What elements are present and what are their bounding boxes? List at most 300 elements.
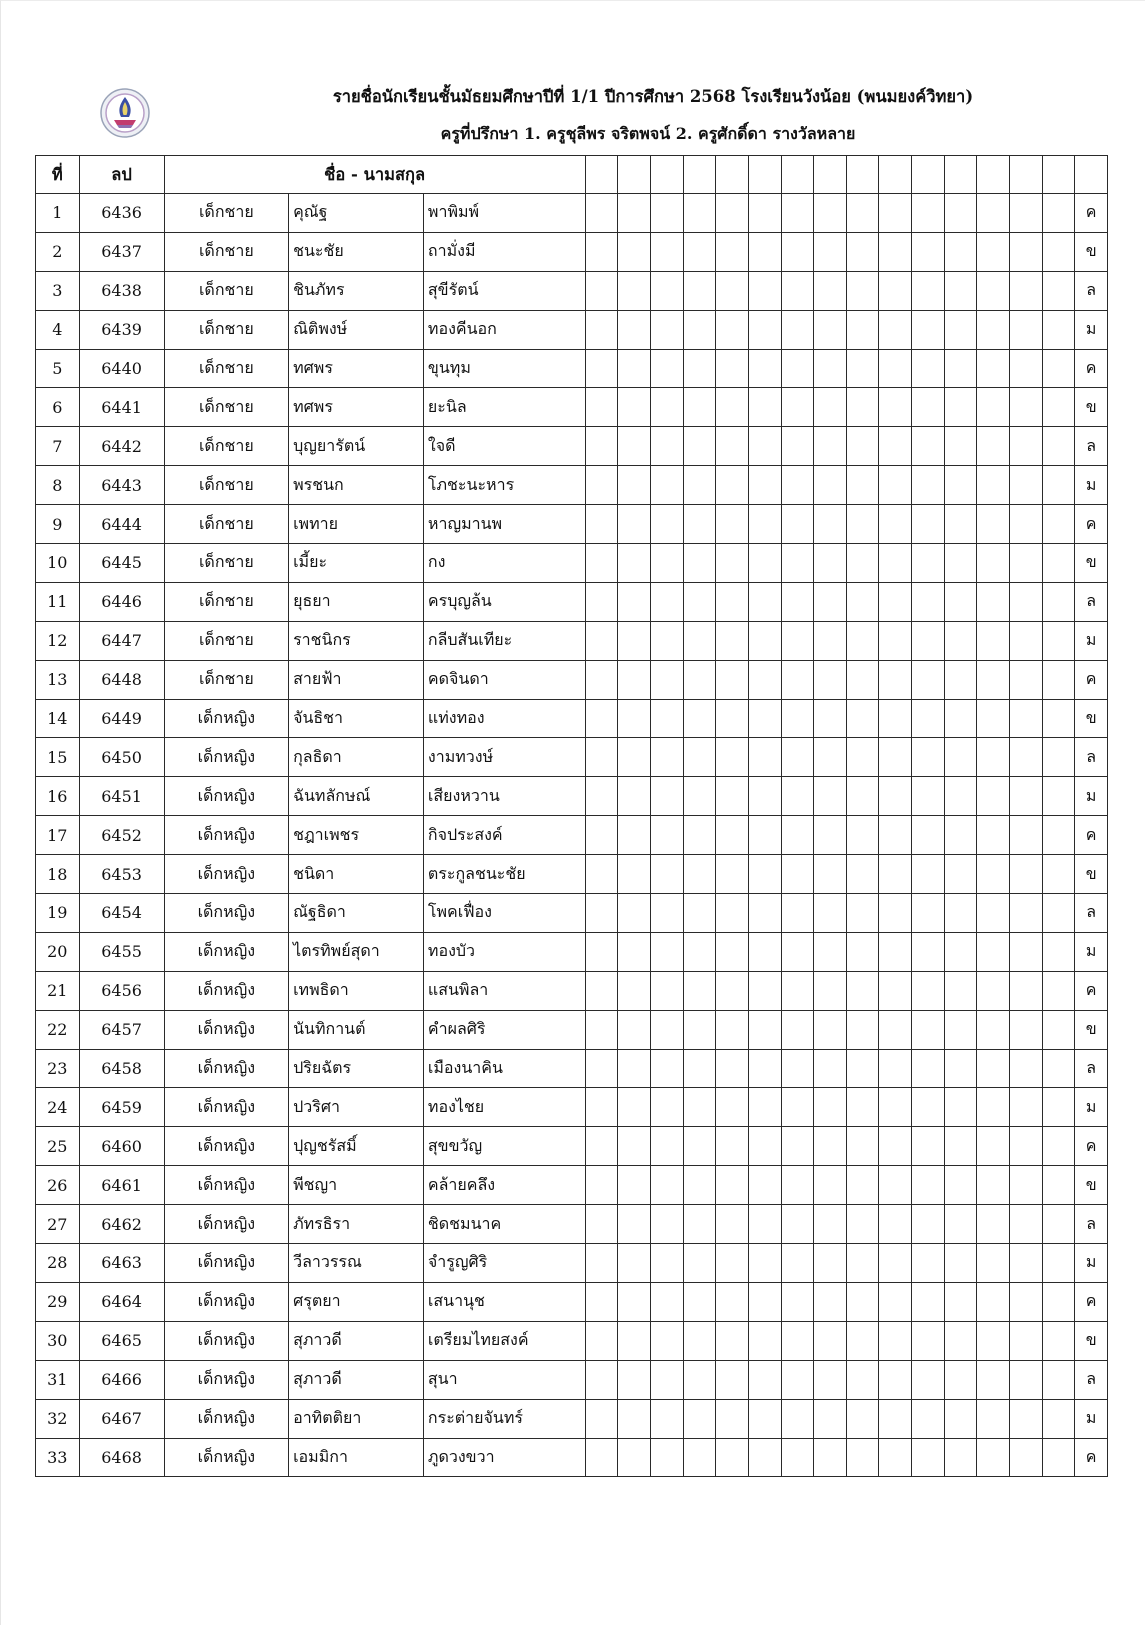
table-row bbox=[36, 310, 1108, 349]
house-mark: ม bbox=[1075, 621, 1108, 660]
empty-cell bbox=[748, 1205, 781, 1244]
empty-cell bbox=[814, 816, 847, 855]
student-id: 6450 bbox=[79, 738, 164, 777]
last-name: สุขีรัตน์ bbox=[423, 271, 585, 310]
house-mark: ข bbox=[1075, 1010, 1108, 1049]
empty-cell bbox=[683, 1088, 716, 1127]
empty-cell bbox=[977, 855, 1010, 894]
last-name: พาพิมพ์ bbox=[423, 194, 585, 233]
empty-cell bbox=[618, 1049, 651, 1088]
empty-cell bbox=[912, 349, 945, 388]
empty-cell bbox=[748, 505, 781, 544]
empty-cell bbox=[1042, 894, 1075, 933]
empty-cell bbox=[748, 1127, 781, 1166]
empty-cell bbox=[618, 777, 651, 816]
empty-cell bbox=[1042, 582, 1075, 621]
empty-cell bbox=[748, 544, 781, 583]
header-empty bbox=[748, 156, 781, 194]
empty-cell bbox=[748, 816, 781, 855]
empty-cell bbox=[879, 971, 912, 1010]
name-prefix: เด็กหญิง bbox=[164, 1088, 288, 1127]
student-id: 6441 bbox=[79, 388, 164, 427]
table-row bbox=[36, 1166, 1108, 1205]
empty-cell bbox=[977, 621, 1010, 660]
header-empty bbox=[814, 156, 847, 194]
empty-cell bbox=[846, 505, 879, 544]
empty-cell bbox=[1010, 1438, 1043, 1477]
empty-cell bbox=[716, 232, 749, 271]
last-name: กง bbox=[423, 544, 585, 583]
empty-cell bbox=[912, 1088, 945, 1127]
first-name: สุภาวดี bbox=[289, 1360, 424, 1399]
table-row bbox=[36, 544, 1108, 583]
empty-cell bbox=[650, 271, 683, 310]
empty-cell bbox=[781, 1321, 814, 1360]
table-row bbox=[36, 1088, 1108, 1127]
house-mark: ล bbox=[1075, 1049, 1108, 1088]
empty-cell bbox=[585, 427, 618, 466]
empty-cell bbox=[781, 1360, 814, 1399]
empty-cell bbox=[650, 582, 683, 621]
empty-cell bbox=[683, 1438, 716, 1477]
empty-cell bbox=[977, 777, 1010, 816]
empty-cell bbox=[716, 194, 749, 233]
empty-cell bbox=[977, 544, 1010, 583]
student-id: 6468 bbox=[79, 1438, 164, 1477]
empty-cell bbox=[912, 699, 945, 738]
empty-cell bbox=[912, 1010, 945, 1049]
empty-cell bbox=[814, 932, 847, 971]
empty-cell bbox=[1042, 271, 1075, 310]
empty-cell bbox=[716, 1166, 749, 1205]
empty-cell bbox=[618, 349, 651, 388]
empty-cell bbox=[814, 310, 847, 349]
empty-cell bbox=[618, 505, 651, 544]
empty-cell bbox=[781, 816, 814, 855]
empty-cell bbox=[618, 427, 651, 466]
first-name: สายฟ้า bbox=[289, 660, 424, 699]
student-id: 6442 bbox=[79, 427, 164, 466]
empty-cell bbox=[846, 1010, 879, 1049]
first-name: นันทิกานต์ bbox=[289, 1010, 424, 1049]
empty-cell bbox=[814, 971, 847, 1010]
empty-cell bbox=[683, 232, 716, 271]
empty-cell bbox=[814, 660, 847, 699]
row-number: 30 bbox=[36, 1321, 80, 1360]
first-name: ฉันทลักษณ์ bbox=[289, 777, 424, 816]
table-row bbox=[36, 1010, 1108, 1049]
empty-cell bbox=[879, 699, 912, 738]
last-name: โภชะนะหาร bbox=[423, 466, 585, 505]
empty-cell bbox=[683, 1399, 716, 1438]
empty-cell bbox=[618, 660, 651, 699]
empty-cell bbox=[683, 271, 716, 310]
empty-cell bbox=[1010, 855, 1043, 894]
empty-cell bbox=[944, 971, 977, 1010]
first-name: ทศพร bbox=[289, 388, 424, 427]
header-empty bbox=[650, 156, 683, 194]
student-id: 6464 bbox=[79, 1282, 164, 1321]
empty-cell bbox=[716, 699, 749, 738]
empty-cell bbox=[683, 427, 716, 466]
student-id: 6445 bbox=[79, 544, 164, 583]
row-number: 29 bbox=[36, 1282, 80, 1321]
house-mark: ม bbox=[1075, 932, 1108, 971]
empty-cell bbox=[650, 349, 683, 388]
last-name: ครบุญล้น bbox=[423, 582, 585, 621]
empty-cell bbox=[585, 1205, 618, 1244]
student-id: 6461 bbox=[79, 1166, 164, 1205]
empty-cell bbox=[781, 544, 814, 583]
student-id: 6448 bbox=[79, 660, 164, 699]
last-name: คำผลศิริ bbox=[423, 1010, 585, 1049]
empty-cell bbox=[683, 1244, 716, 1283]
empty-cell bbox=[1042, 971, 1075, 1010]
empty-cell bbox=[618, 699, 651, 738]
header-empty bbox=[1010, 156, 1043, 194]
first-name: เพทาย bbox=[289, 505, 424, 544]
empty-cell bbox=[846, 466, 879, 505]
empty-cell bbox=[585, 1244, 618, 1283]
empty-cell bbox=[585, 1438, 618, 1477]
empty-cell bbox=[618, 1010, 651, 1049]
empty-cell bbox=[879, 310, 912, 349]
empty-cell bbox=[846, 544, 879, 583]
empty-cell bbox=[814, 738, 847, 777]
empty-cell bbox=[977, 894, 1010, 933]
first-name: ปุญชรัสมิ์ bbox=[289, 1127, 424, 1166]
empty-cell bbox=[683, 777, 716, 816]
empty-cell bbox=[716, 1360, 749, 1399]
empty-cell bbox=[846, 194, 879, 233]
empty-cell bbox=[618, 621, 651, 660]
empty-cell bbox=[814, 194, 847, 233]
empty-cell bbox=[912, 544, 945, 583]
empty-cell bbox=[618, 1205, 651, 1244]
empty-cell bbox=[716, 777, 749, 816]
empty-cell bbox=[1042, 1088, 1075, 1127]
empty-cell bbox=[912, 932, 945, 971]
empty-cell bbox=[1042, 1438, 1075, 1477]
empty-cell bbox=[879, 1049, 912, 1088]
empty-cell bbox=[650, 427, 683, 466]
empty-cell bbox=[846, 1088, 879, 1127]
empty-cell bbox=[879, 1205, 912, 1244]
empty-cell bbox=[977, 1321, 1010, 1360]
empty-cell bbox=[912, 1282, 945, 1321]
empty-cell bbox=[846, 427, 879, 466]
student-id: 6455 bbox=[79, 932, 164, 971]
empty-cell bbox=[879, 466, 912, 505]
empty-cell bbox=[912, 1438, 945, 1477]
empty-cell bbox=[618, 932, 651, 971]
empty-cell bbox=[912, 1127, 945, 1166]
empty-cell bbox=[912, 466, 945, 505]
row-number: 32 bbox=[36, 1399, 80, 1438]
empty-cell bbox=[814, 621, 847, 660]
empty-cell bbox=[879, 660, 912, 699]
first-name: ชฎาเพชร bbox=[289, 816, 424, 855]
empty-cell bbox=[1042, 232, 1075, 271]
row-number: 22 bbox=[36, 1010, 80, 1049]
last-name: ใจดี bbox=[423, 427, 585, 466]
empty-cell bbox=[650, 1127, 683, 1166]
empty-cell bbox=[650, 932, 683, 971]
empty-cell bbox=[879, 894, 912, 933]
house-mark: ข bbox=[1075, 388, 1108, 427]
empty-cell bbox=[912, 505, 945, 544]
empty-cell bbox=[585, 1088, 618, 1127]
empty-cell bbox=[912, 621, 945, 660]
student-id: 6467 bbox=[79, 1399, 164, 1438]
empty-cell bbox=[814, 427, 847, 466]
empty-cell bbox=[1010, 1244, 1043, 1283]
empty-cell bbox=[748, 194, 781, 233]
empty-cell bbox=[781, 1010, 814, 1049]
empty-cell bbox=[716, 466, 749, 505]
empty-cell bbox=[1042, 544, 1075, 583]
house-mark: ข bbox=[1075, 232, 1108, 271]
empty-cell bbox=[944, 194, 977, 233]
empty-cell bbox=[585, 544, 618, 583]
empty-cell bbox=[977, 1088, 1010, 1127]
header-empty bbox=[618, 156, 651, 194]
row-number: 2 bbox=[36, 232, 80, 271]
name-prefix: เด็กชาย bbox=[164, 544, 288, 583]
empty-cell bbox=[944, 466, 977, 505]
house-mark: ล bbox=[1075, 1360, 1108, 1399]
empty-cell bbox=[814, 505, 847, 544]
empty-cell bbox=[618, 1166, 651, 1205]
empty-cell bbox=[650, 1010, 683, 1049]
empty-cell bbox=[1010, 349, 1043, 388]
empty-cell bbox=[814, 1360, 847, 1399]
empty-cell bbox=[944, 738, 977, 777]
empty-cell bbox=[781, 388, 814, 427]
empty-cell bbox=[944, 232, 977, 271]
empty-cell bbox=[748, 660, 781, 699]
empty-cell bbox=[618, 971, 651, 1010]
empty-cell bbox=[585, 505, 618, 544]
table-row bbox=[36, 1321, 1108, 1360]
empty-cell bbox=[912, 1205, 945, 1244]
empty-cell bbox=[912, 582, 945, 621]
first-name: ณัฐธิดา bbox=[289, 894, 424, 933]
empty-cell bbox=[1042, 505, 1075, 544]
house-mark: ล bbox=[1075, 427, 1108, 466]
empty-cell bbox=[650, 660, 683, 699]
empty-cell bbox=[683, 1360, 716, 1399]
advisor-line: ครูที่ปรึกษา 1. ครูชุลีพร จริตพจน์ 2. ครูศักดิ์ดา รางวัลหลาย bbox=[440, 124, 856, 143]
empty-cell bbox=[977, 1166, 1010, 1205]
empty-cell bbox=[944, 1127, 977, 1166]
empty-cell bbox=[944, 1438, 977, 1477]
house-mark: ข bbox=[1075, 544, 1108, 583]
house-mark: ค bbox=[1075, 971, 1108, 1010]
empty-cell bbox=[977, 1360, 1010, 1399]
empty-cell bbox=[585, 777, 618, 816]
empty-cell bbox=[879, 427, 912, 466]
empty-cell bbox=[846, 1399, 879, 1438]
empty-cell bbox=[977, 310, 1010, 349]
empty-cell bbox=[1010, 232, 1043, 271]
row-number: 5 bbox=[36, 349, 80, 388]
empty-cell bbox=[1042, 621, 1075, 660]
name-prefix: เด็กชาย bbox=[164, 660, 288, 699]
empty-cell bbox=[1042, 660, 1075, 699]
empty-cell bbox=[781, 1088, 814, 1127]
empty-cell bbox=[650, 1321, 683, 1360]
first-name: ภัทรธิรา bbox=[289, 1205, 424, 1244]
house-mark: ค bbox=[1075, 194, 1108, 233]
first-name: เมี้ยะ bbox=[289, 544, 424, 583]
empty-cell bbox=[1042, 1127, 1075, 1166]
name-prefix: เด็กหญิง bbox=[164, 894, 288, 933]
empty-cell bbox=[846, 388, 879, 427]
first-name: ชินภัทร bbox=[289, 271, 424, 310]
row-number: 4 bbox=[36, 310, 80, 349]
empty-cell bbox=[977, 427, 1010, 466]
student-id: 6447 bbox=[79, 621, 164, 660]
empty-cell bbox=[748, 1399, 781, 1438]
house-mark: ข bbox=[1075, 1321, 1108, 1360]
empty-cell bbox=[585, 894, 618, 933]
student-id: 6443 bbox=[79, 466, 164, 505]
empty-cell bbox=[1042, 738, 1075, 777]
row-number: 25 bbox=[36, 1127, 80, 1166]
empty-cell bbox=[781, 349, 814, 388]
house-mark: ค bbox=[1075, 349, 1108, 388]
empty-cell bbox=[814, 1321, 847, 1360]
empty-cell bbox=[748, 738, 781, 777]
empty-cell bbox=[650, 1205, 683, 1244]
last-name: แท่งทอง bbox=[423, 699, 585, 738]
empty-cell bbox=[977, 1205, 1010, 1244]
header-mark bbox=[1075, 156, 1108, 194]
empty-cell bbox=[944, 544, 977, 583]
empty-cell bbox=[683, 660, 716, 699]
empty-cell bbox=[846, 660, 879, 699]
empty-cell bbox=[618, 582, 651, 621]
empty-cell bbox=[618, 1127, 651, 1166]
student-id: 6460 bbox=[79, 1127, 164, 1166]
row-number: 28 bbox=[36, 1244, 80, 1283]
empty-cell bbox=[683, 1166, 716, 1205]
empty-cell bbox=[977, 1010, 1010, 1049]
empty-cell bbox=[781, 271, 814, 310]
name-prefix: เด็กหญิง bbox=[164, 1360, 288, 1399]
empty-cell bbox=[748, 582, 781, 621]
empty-cell bbox=[846, 271, 879, 310]
name-prefix: เด็กชาย bbox=[164, 310, 288, 349]
empty-cell bbox=[683, 738, 716, 777]
empty-cell bbox=[650, 1438, 683, 1477]
student-id: 6457 bbox=[79, 1010, 164, 1049]
student-id: 6440 bbox=[79, 349, 164, 388]
empty-cell bbox=[1010, 894, 1043, 933]
empty-cell bbox=[879, 1438, 912, 1477]
student-id: 6463 bbox=[79, 1244, 164, 1283]
empty-cell bbox=[1010, 816, 1043, 855]
empty-cell bbox=[650, 621, 683, 660]
empty-cell bbox=[585, 1321, 618, 1360]
empty-cell bbox=[977, 816, 1010, 855]
empty-cell bbox=[716, 894, 749, 933]
header-empty bbox=[846, 156, 879, 194]
empty-cell bbox=[716, 544, 749, 583]
empty-cell bbox=[618, 1438, 651, 1477]
empty-cell bbox=[814, 1049, 847, 1088]
row-number: 18 bbox=[36, 855, 80, 894]
empty-cell bbox=[814, 1399, 847, 1438]
empty-cell bbox=[814, 894, 847, 933]
empty-cell bbox=[650, 816, 683, 855]
empty-cell bbox=[1010, 1088, 1043, 1127]
empty-cell bbox=[1042, 1205, 1075, 1244]
empty-cell bbox=[944, 1282, 977, 1321]
empty-cell bbox=[781, 232, 814, 271]
empty-cell bbox=[977, 699, 1010, 738]
empty-cell bbox=[944, 271, 977, 310]
house-mark: ค bbox=[1075, 1438, 1108, 1477]
name-prefix: เด็กหญิง bbox=[164, 1010, 288, 1049]
empty-cell bbox=[781, 582, 814, 621]
last-name: คล้ายคลึง bbox=[423, 1166, 585, 1205]
empty-cell bbox=[1010, 971, 1043, 1010]
name-prefix: เด็กหญิง bbox=[164, 1244, 288, 1283]
empty-cell bbox=[650, 699, 683, 738]
table-row bbox=[36, 621, 1108, 660]
empty-cell bbox=[585, 932, 618, 971]
row-number: 14 bbox=[36, 699, 80, 738]
last-name: ทองบัว bbox=[423, 932, 585, 971]
table-header-row bbox=[36, 156, 1108, 194]
student-roster-table bbox=[35, 155, 1108, 1477]
empty-cell bbox=[944, 1205, 977, 1244]
empty-cell bbox=[650, 738, 683, 777]
empty-cell bbox=[879, 349, 912, 388]
empty-cell bbox=[912, 855, 945, 894]
empty-cell bbox=[1042, 1360, 1075, 1399]
name-prefix: เด็กหญิง bbox=[164, 1321, 288, 1360]
empty-cell bbox=[748, 1166, 781, 1205]
name-prefix: เด็กหญิง bbox=[164, 1049, 288, 1088]
empty-cell bbox=[1042, 777, 1075, 816]
empty-cell bbox=[846, 349, 879, 388]
empty-cell bbox=[879, 388, 912, 427]
empty-cell bbox=[846, 855, 879, 894]
empty-cell bbox=[618, 388, 651, 427]
empty-cell bbox=[846, 699, 879, 738]
table-row bbox=[36, 1438, 1108, 1477]
empty-cell bbox=[1010, 310, 1043, 349]
empty-cell bbox=[781, 932, 814, 971]
empty-cell bbox=[814, 388, 847, 427]
empty-cell bbox=[650, 1282, 683, 1321]
empty-cell bbox=[748, 1010, 781, 1049]
last-name: ยะนิล bbox=[423, 388, 585, 427]
empty-cell bbox=[748, 349, 781, 388]
first-name: ไตรทิพย์สุดา bbox=[289, 932, 424, 971]
empty-cell bbox=[585, 1166, 618, 1205]
empty-cell bbox=[977, 738, 1010, 777]
empty-cell bbox=[650, 505, 683, 544]
row-number: 1 bbox=[36, 194, 80, 233]
empty-cell bbox=[716, 349, 749, 388]
empty-cell bbox=[1042, 427, 1075, 466]
empty-cell bbox=[618, 1360, 651, 1399]
empty-cell bbox=[748, 621, 781, 660]
